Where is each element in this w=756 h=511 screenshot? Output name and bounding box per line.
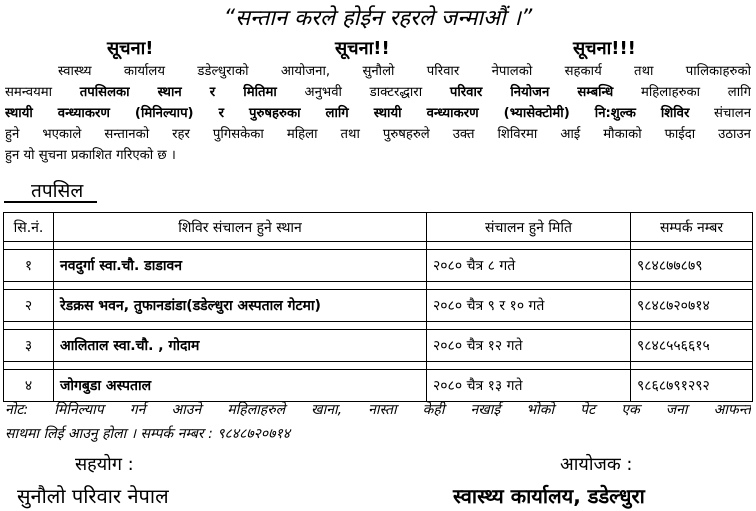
table-row bbox=[4, 290, 753, 322]
column-header: शिविर संचालन हुने स्थान bbox=[54, 213, 427, 242]
notice-heading: सूचना!! bbox=[335, 38, 390, 59]
schedule-table bbox=[3, 212, 753, 402]
date-cell: २०८० चैत्र १३ गते bbox=[427, 370, 631, 402]
contact-cell: ९८४८७२०७१४ bbox=[631, 290, 753, 322]
supporter-name: सुनौलो परिवार नेपाल bbox=[17, 484, 169, 508]
note-line: नोट: मिनिल्याप गर्न आउने महिलाहरुले खाना, नास्ता केही नखाई भोको पेट एक जना आफन्त bbox=[5, 402, 751, 418]
serial-cell: ४ bbox=[4, 370, 54, 402]
body-emphasis: तपसिलका स्थान र मितिमा bbox=[79, 85, 277, 100]
body-text: संचालन bbox=[689, 106, 751, 121]
notice-body bbox=[5, 61, 751, 166]
column-header: सि.नं. bbox=[4, 213, 54, 242]
row-spacer bbox=[4, 322, 753, 330]
note-line: साथमा लिई आउनु होला । सम्पर्क नम्बर : ९८४८७२०७१४ bbox=[5, 426, 291, 442]
body-emphasis: परिवार नियोजन सम्बन्धि bbox=[449, 85, 614, 100]
row-spacer bbox=[4, 242, 753, 250]
row-spacer bbox=[4, 362, 753, 370]
table-row bbox=[4, 330, 753, 362]
section-title-underline bbox=[4, 201, 97, 203]
note bbox=[5, 398, 751, 446]
slogan: “सन्तान करले होईन रहरले जन्माऔं ।” bbox=[223, 6, 533, 31]
body-text: महिलाहरुका लागि bbox=[613, 85, 751, 100]
notice-heading: सूचना!!! bbox=[573, 38, 636, 59]
serial-cell: २ bbox=[4, 290, 54, 322]
notice-heading: सूचना! bbox=[107, 38, 154, 59]
place-cell: आलिताल स्वा.चौ. , गोदाम bbox=[54, 330, 427, 362]
column-header: संचालन हुने मिति bbox=[427, 213, 631, 242]
place-cell: नवदुर्गा स्वा.चौ. डाडावन bbox=[54, 250, 427, 282]
body-line bbox=[5, 103, 751, 124]
body-line bbox=[5, 82, 751, 103]
table-header-row bbox=[4, 213, 753, 242]
place-cell: रेडक्रस भवन, तुफानडांडा(डडेल्धुरा अस्पताल गेटमा) bbox=[54, 290, 427, 322]
body-text: अनुभवी डाक्टरद्धारा bbox=[276, 85, 450, 100]
serial-cell: ३ bbox=[4, 330, 54, 362]
section-title: तपसिल bbox=[31, 180, 84, 202]
organizer-label: आयोजक : bbox=[560, 454, 633, 475]
date-cell: २०८० चैत्र ८ गते bbox=[427, 250, 631, 282]
organizer-name: स्वास्थ्य कार्यालय, डडेल्धुरा bbox=[453, 484, 645, 508]
contact-cell: ९८४८७७८७९ bbox=[631, 250, 753, 282]
body-line: हुने भएकाले सन्तानको रहर पुगिसकेका महिला तथा पुरुषहरुले उक्त शिविरमा आई मौकाको फाईदा उठाउन bbox=[5, 127, 751, 142]
table-row bbox=[4, 370, 753, 402]
place-cell: जोगबुडा अस्पताल bbox=[54, 370, 427, 402]
contact-cell: ९८६८७९१२९२ bbox=[631, 370, 753, 402]
contact-cell: ९८४८५५६६१५ bbox=[631, 330, 753, 362]
body-line: हुन यो सुचना प्रकाशित गरिएको छ । bbox=[5, 148, 176, 163]
supporter-label: सहयोग : bbox=[75, 454, 134, 475]
serial-cell: १ bbox=[4, 250, 54, 282]
column-header: सम्पर्क नम्बर bbox=[631, 213, 753, 242]
table-row bbox=[4, 250, 753, 282]
body-line: स्वास्थ्य कार्यालय डडेल्धुराको आयोजना, सुनौलो परिवार नेपालको सहकार्य तथा पालिकाहरुको bbox=[58, 64, 751, 79]
date-cell: २०८० चैत्र ९ र १० गते bbox=[427, 290, 631, 322]
row-spacer bbox=[4, 282, 753, 290]
body-emphasis: स्थायी वन्ध्याकरण (मिनिल्याप) र पुरुषहरुका लागि स्थायी वन्ध्याकरण (भ्यासेक्टोमी) नि:शुल्क शिविर bbox=[5, 106, 690, 121]
body-text: समन्वयमा bbox=[5, 85, 80, 100]
date-cell: २०८० चैत्र १२ गते bbox=[427, 330, 631, 362]
